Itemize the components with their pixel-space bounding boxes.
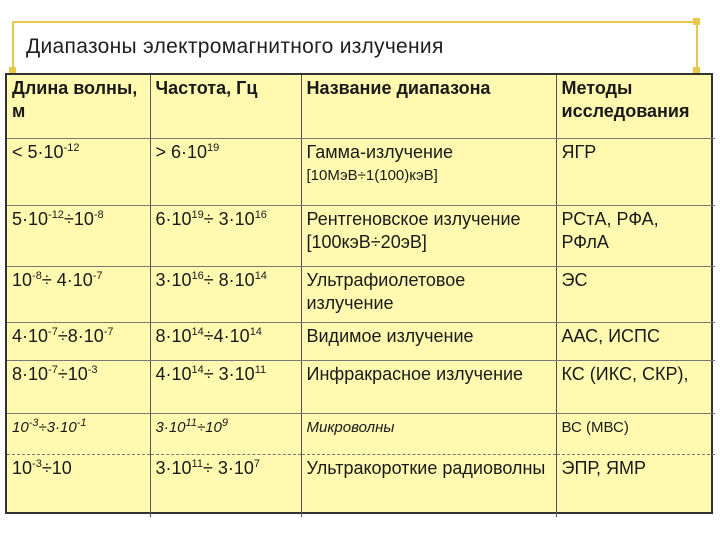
exponent: -1	[76, 417, 87, 429]
exponent: 11	[191, 458, 203, 470]
value-text: 5·10	[12, 209, 49, 229]
exponent: 11	[254, 364, 267, 376]
exponent: -7	[103, 326, 114, 338]
exponent: -12	[48, 209, 64, 221]
value-text: < 5·10	[12, 142, 64, 162]
exponent: 16	[254, 209, 267, 221]
exponent: 9	[221, 417, 228, 429]
cell-frequency	[150, 267, 301, 323]
title-frame-top	[12, 21, 698, 23]
cell-frequency	[150, 206, 301, 267]
table-row	[7, 139, 715, 206]
table-row	[7, 455, 715, 518]
exponent: 19	[191, 209, 204, 221]
exponent: -3	[32, 458, 42, 470]
cell-wavelength	[7, 361, 150, 414]
value-text: 4·10	[155, 364, 192, 384]
header-wavelength: Длина волны, м	[7, 75, 150, 139]
value-text: 10	[12, 458, 33, 478]
exponent: 14	[191, 364, 204, 376]
table-header-row	[7, 75, 715, 139]
range-name: Рентгеновское излучение [100кэВ÷20эВ]	[306, 209, 521, 252]
exponent: 14	[254, 270, 267, 282]
cell-wavelength	[7, 455, 150, 518]
range-name: Ультракороткие радиоволны	[306, 458, 546, 478]
exponent: 11	[185, 417, 197, 429]
range-energy-note: [10МэВ÷1(100)кэВ]	[306, 167, 438, 184]
title-frame-left	[12, 21, 14, 73]
exponent: 7	[253, 458, 260, 470]
cell-wavelength	[7, 139, 150, 206]
header-name: Название диапазона	[301, 75, 556, 139]
table-row	[7, 361, 715, 414]
cell-range-name	[301, 139, 556, 206]
cell-range-name	[301, 455, 556, 518]
cell-methods: ААС, ИСПС	[556, 323, 715, 361]
value-text: > 6·10	[155, 142, 208, 162]
table-row	[7, 267, 715, 323]
cell-frequency	[150, 361, 301, 414]
exponent: 14	[191, 326, 204, 338]
cell-wavelength	[7, 323, 150, 361]
value-text: 8·10	[155, 326, 192, 346]
value-text: 8·10	[12, 364, 49, 384]
value-text: ÷8·10	[57, 326, 104, 346]
value-text: ÷10	[41, 458, 72, 478]
cell-methods: ВС (МВС)	[556, 414, 715, 455]
value-text: 3·10	[155, 419, 186, 436]
frame-corner-dot	[693, 18, 700, 25]
range-name: Ультрафиолетовое излучение	[306, 270, 466, 313]
cell-range-name	[301, 414, 556, 455]
table-row	[7, 323, 715, 361]
value-text: ÷10	[57, 364, 88, 384]
value-text: ÷ 3·10	[203, 209, 255, 229]
value-text: 4·10	[12, 326, 49, 346]
cell-methods: КС (ИКС, СКР),	[556, 361, 715, 414]
value-text: 10	[12, 270, 33, 290]
value-text: ÷10	[63, 209, 94, 229]
value-text: ÷ 3·10	[202, 458, 254, 478]
exponent: -12	[63, 142, 80, 154]
range-name: Видимое излучение	[306, 326, 474, 346]
cell-range-name	[301, 323, 556, 361]
em-spectrum-table	[5, 73, 713, 514]
cell-range-name	[301, 267, 556, 323]
cell-methods: ЭС	[556, 267, 715, 323]
range-name: Микроволны	[306, 419, 395, 436]
exponent: -3	[87, 364, 98, 376]
cell-methods: РСтА, РФА, РФлА	[556, 206, 715, 267]
cell-methods: ЭПР, ЯМР	[561, 458, 646, 478]
cell-wavelength	[7, 267, 150, 323]
value-text: 3·10	[155, 270, 192, 290]
exponent: 19	[207, 142, 220, 154]
value-text: ÷3·10	[38, 419, 77, 436]
exponent: -8	[93, 209, 104, 221]
cell-methods: ЯГР	[556, 139, 715, 206]
cell-frequency	[150, 414, 301, 455]
value-text: ÷ 4·10	[41, 270, 93, 290]
exponent: 14	[249, 326, 262, 338]
range-name: Гамма-излучение	[306, 142, 454, 162]
cell-range-name	[301, 206, 556, 267]
title-frame-right	[696, 21, 698, 73]
cell-wavelength	[7, 414, 150, 455]
header-methods: Методы исследования	[556, 75, 715, 139]
value-text: 3·10	[155, 458, 192, 478]
cell-frequency	[150, 139, 301, 206]
cell-frequency	[150, 455, 301, 518]
cell-frequency	[150, 323, 301, 361]
value-text: ÷4·10	[203, 326, 250, 346]
cell-wavelength	[7, 206, 150, 267]
value-text: ÷ 8·10	[203, 270, 255, 290]
header-frequency: Частота, Гц	[150, 75, 301, 139]
exponent: -3	[28, 417, 39, 429]
value-text: 6·10	[155, 209, 192, 229]
exponent: -8	[32, 270, 42, 282]
exponent: -7	[48, 326, 58, 338]
table-row	[7, 414, 715, 455]
exponent: -7	[92, 270, 103, 282]
cell-range-name	[301, 361, 556, 414]
page-title: Диапазоны электромагнитного излучения	[26, 35, 444, 58]
exponent: 16	[191, 270, 204, 282]
value-text: ÷ 3·10	[203, 364, 255, 384]
range-name: Инфракрасное излучение	[306, 364, 524, 384]
table-row	[7, 206, 715, 267]
value-text: 10	[12, 419, 29, 436]
value-text: ÷10	[196, 419, 222, 436]
exponent: -7	[48, 364, 58, 376]
